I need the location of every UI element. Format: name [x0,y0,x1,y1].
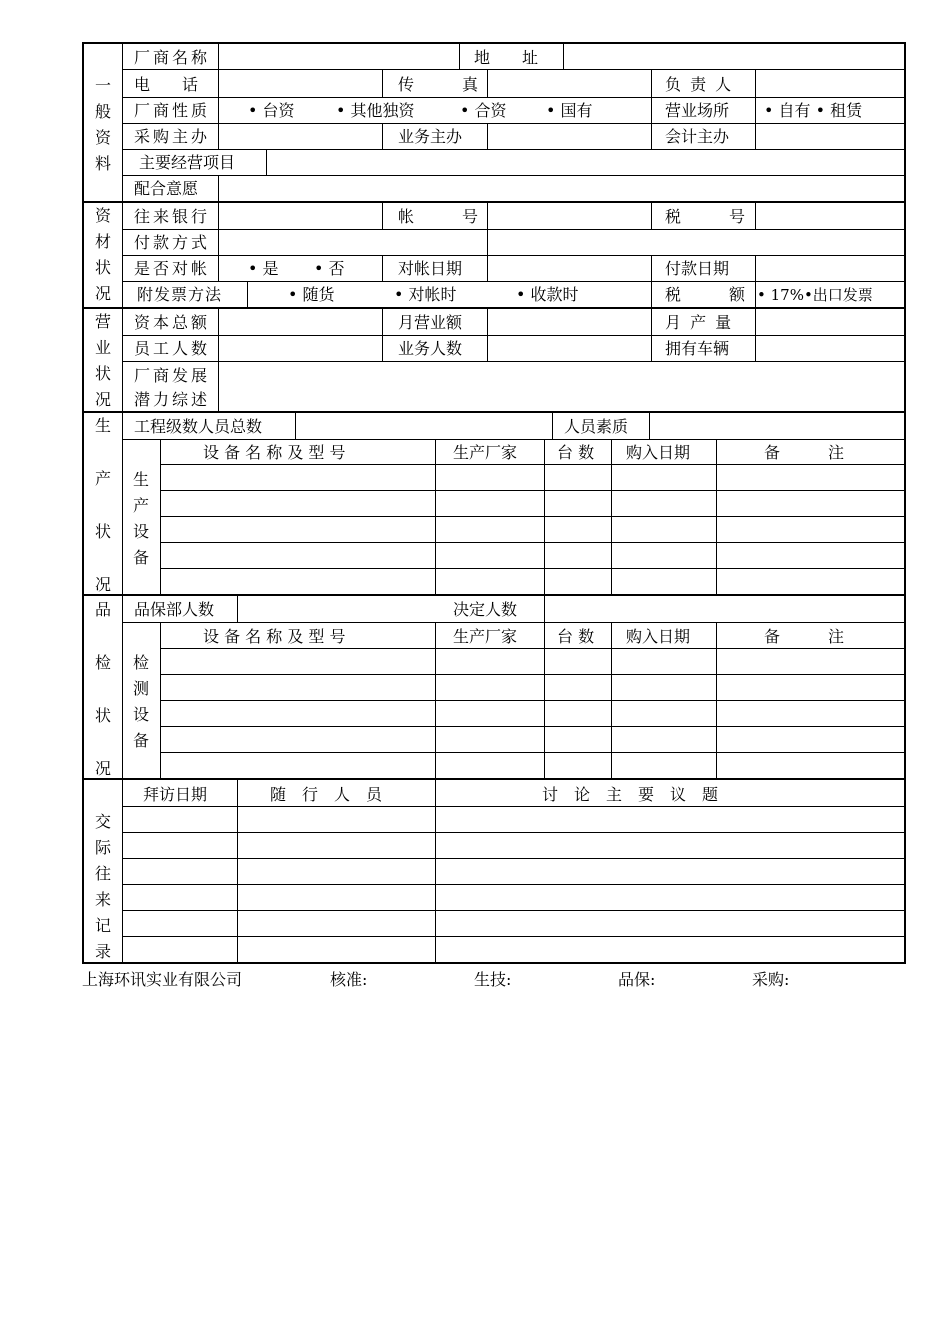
monthly-revenue-field[interactable] [489,310,650,334]
header-purchase-date: 购入日期 [626,443,691,462]
label-char: 备 [132,731,149,750]
label-sales-staff: 业务人数 [398,339,463,358]
label-vendor-name: 厂商名称 [134,48,211,67]
label-account: 帐 号 [398,207,479,226]
header-visit-date: 拜访日期 [143,785,208,804]
rule-section [82,307,906,309]
label-char: 检 [132,653,149,672]
phone-field[interactable] [220,71,381,96]
header-count: 台 数 [557,627,595,646]
monthly-output-field[interactable] [757,310,903,334]
col [487,69,488,97]
vendor-type-foreign-sole[interactable]: • 其他独资 [336,101,415,120]
label-qa-staff: 品保部人数 [134,600,215,619]
label-char: 产 [132,496,149,515]
vendor-type-joint[interactable]: • 合资 [460,101,507,120]
tax-id-field[interactable] [757,204,903,228]
vehicles-field[interactable] [757,336,903,360]
col [755,307,756,361]
label-phone: 电 话 [134,75,199,94]
border-right [904,42,906,964]
label-tax-amount: 税 额 [665,285,746,304]
label-main-business: 主要经营项目 [139,153,236,172]
col [218,42,219,149]
col [649,411,650,439]
section-char: 况 [94,759,111,778]
vendor-name-field[interactable] [220,44,458,68]
section-char: 记 [94,916,111,935]
label-purchasing-head: 采购主办 [134,127,211,146]
col [160,622,161,778]
section-char: 一 [94,76,111,95]
section-char: 状 [94,522,111,541]
section-char: 交 [94,812,111,831]
vendor-type-taiwan[interactable]: • 台资 [248,101,295,120]
header-remarks: 备 注 [764,443,845,462]
engineers-field[interactable] [297,412,551,438]
footer-approve: 核准: [330,970,368,989]
header-equipment-name: 设 备 名 称 及 型 号 [203,627,346,646]
section-char: 来 [94,890,111,909]
footer-tech: 生技: [474,970,512,989]
label-accounting-head: 会计主办 [665,127,730,146]
rule [122,936,906,937]
label-workers: 员工人数 [134,339,211,358]
col [435,778,436,962]
col [435,439,436,594]
label-cooperation: 配合意愿 [134,179,199,198]
col [755,69,756,149]
rule [122,832,906,833]
potential-field[interactable] [220,362,903,410]
col [218,175,219,201]
label-capital: 资本总额 [134,313,211,332]
col [382,69,383,97]
rule [160,568,906,569]
col [487,307,488,361]
rule [122,858,906,859]
rule [160,464,906,465]
label-monthly-output: 月 产 量 [665,313,734,332]
section-char: 般 [94,102,111,121]
col [295,411,296,439]
label-engineers: 工程级数人员总数 [134,417,263,436]
qc-equipment-label [122,653,160,757]
header-remarks: 备 注 [764,627,845,646]
col [563,42,564,69]
label-owner: 负 责 人 [665,75,734,94]
label-char: 生 [132,470,149,489]
rule [160,516,906,517]
rule [122,281,906,282]
payment-field[interactable] [220,230,903,254]
section-char: 营 [94,312,111,331]
business-head-field[interactable] [489,124,650,148]
col [651,201,652,229]
section-qc [84,600,122,781]
label-char: 测 [132,679,149,698]
section-finance [84,206,122,310]
rule [160,674,906,675]
header-equipment-name: 设 备 名 称 及 型 号 [203,443,346,462]
col [218,307,219,411]
col [755,255,756,307]
section-char: 资 [94,206,111,225]
accounting-head-field[interactable] [757,124,903,148]
rule [122,439,906,440]
header-accompanying-staff: 随 行 人 员 [270,785,383,804]
col [218,201,219,281]
section-char: 往 [94,864,111,883]
footer-company: 上海环讯实业有限公司 [82,970,243,989]
payment-date-field[interactable] [757,256,903,280]
capital-field[interactable] [220,310,381,334]
bank-field[interactable] [220,204,381,228]
section-char: 况 [94,390,111,409]
col [435,622,436,778]
label-address: 地 址 [474,48,539,67]
label-invoice-method: 附发票方法 [137,285,223,304]
header-count: 台 数 [557,443,595,462]
footer-qa: 品保: [618,970,656,989]
label-staff-quality: 人员素质 [564,417,629,436]
label-potential-1: 厂商发展 [134,366,211,385]
section-char: 状 [94,706,111,725]
label-payment: 付款方式 [134,233,211,252]
rule [160,700,906,701]
rule [160,542,906,543]
label-reconcile: 是否对帐 [134,259,211,278]
col [544,439,545,594]
section-char: 料 [94,154,111,173]
col [544,622,545,778]
rule [122,806,906,807]
col [382,255,383,281]
section-general [84,76,122,180]
premises-options[interactable]: • 自有 • 租赁 [764,101,863,120]
label-reconcile-date: 对帐日期 [398,259,463,278]
col [716,439,717,594]
cooperation-field[interactable] [220,176,903,200]
invoice-on-payment[interactable]: • 收款时 [516,285,579,304]
section-char: 业 [94,338,111,357]
label-char: 设 [132,522,149,541]
label-payment-date: 付款日期 [665,259,730,278]
decision-staff-field[interactable] [546,596,903,621]
vendor-type-state[interactable]: • 国有 [546,101,593,120]
section-char: 产 [94,469,111,488]
tax-options[interactable]: • 17%•出口发票 [757,286,873,304]
rule [122,622,906,623]
address-field[interactable] [565,44,903,68]
rule [122,97,906,98]
section-char: 状 [94,364,111,383]
col [237,594,238,622]
header-manufacturer: 生产厂家 [453,627,518,646]
section-char: 况 [94,284,111,303]
rule [122,910,906,911]
col [651,255,652,307]
section-visits [84,812,122,968]
section-char: 录 [94,942,111,961]
rule [160,490,906,491]
fax-field[interactable] [489,71,650,96]
col [552,411,553,439]
col [611,622,612,778]
rule-section [82,201,906,203]
label-char: 备 [132,548,149,567]
section-production [84,416,122,597]
label-vendor-type: 厂商性质 [134,101,211,120]
rule [160,648,906,649]
col [487,123,488,149]
col [237,778,238,962]
rule-section [82,778,906,780]
section-char: 生 [94,416,111,435]
section-char: 际 [94,838,111,857]
reconcile-yes[interactable]: • 是 [248,259,279,278]
main-business-field[interactable] [268,150,903,174]
staff-quality-field[interactable] [651,412,903,438]
col [755,201,756,229]
purchasing-head-field[interactable] [220,124,381,148]
rule-bottom [82,962,906,964]
header-manufacturer: 生产厂家 [453,443,518,462]
label-vehicles: 拥有车辆 [665,339,730,358]
col [382,123,383,149]
section-char: 材 [94,232,111,251]
rule [160,726,906,727]
reconcile-no[interactable]: • 否 [314,259,345,278]
col [651,307,652,361]
section-char: 况 [94,575,111,594]
col [459,42,460,69]
label-decision-staff: 决定人数 [453,600,518,619]
label-monthly-revenue: 月营业额 [398,313,463,332]
invoice-with-goods[interactable]: • 随货 [288,285,335,304]
label-business-head: 业务主办 [398,127,463,146]
section-char: 检 [94,653,111,672]
col [247,281,248,307]
account-field[interactable] [489,204,650,228]
section-char: 资 [94,128,111,147]
col [382,307,383,361]
workers-field[interactable] [220,336,381,360]
label-char: 设 [132,705,149,724]
production-equipment-label [122,470,160,574]
col [651,69,652,149]
footer-purchase: 采购: [752,970,790,989]
header-discussion-topics: 讨 论 主 要 议 题 [542,785,719,804]
rule [122,884,906,885]
rule [160,752,906,753]
col [160,439,161,594]
reconcile-date-field[interactable] [489,256,650,280]
label-bank: 往来银行 [134,207,211,226]
label-premises: 营业场所 [665,101,730,120]
label-tax-id: 税 号 [665,207,746,226]
owner-field[interactable] [757,71,903,96]
label-fax: 传 真 [398,75,479,94]
section-business [84,312,122,416]
section-char: 状 [94,258,111,277]
col [544,594,545,622]
col [266,149,267,175]
sales-staff-field[interactable] [489,336,650,360]
label-potential-2: 潜力综述 [134,390,211,409]
col [716,622,717,778]
invoice-on-reconcile[interactable]: • 对帐时 [394,285,457,304]
rule [122,69,906,70]
section-char: 品 [94,600,111,619]
header-purchase-date: 购入日期 [626,627,691,646]
col [611,439,612,594]
col [382,201,383,229]
